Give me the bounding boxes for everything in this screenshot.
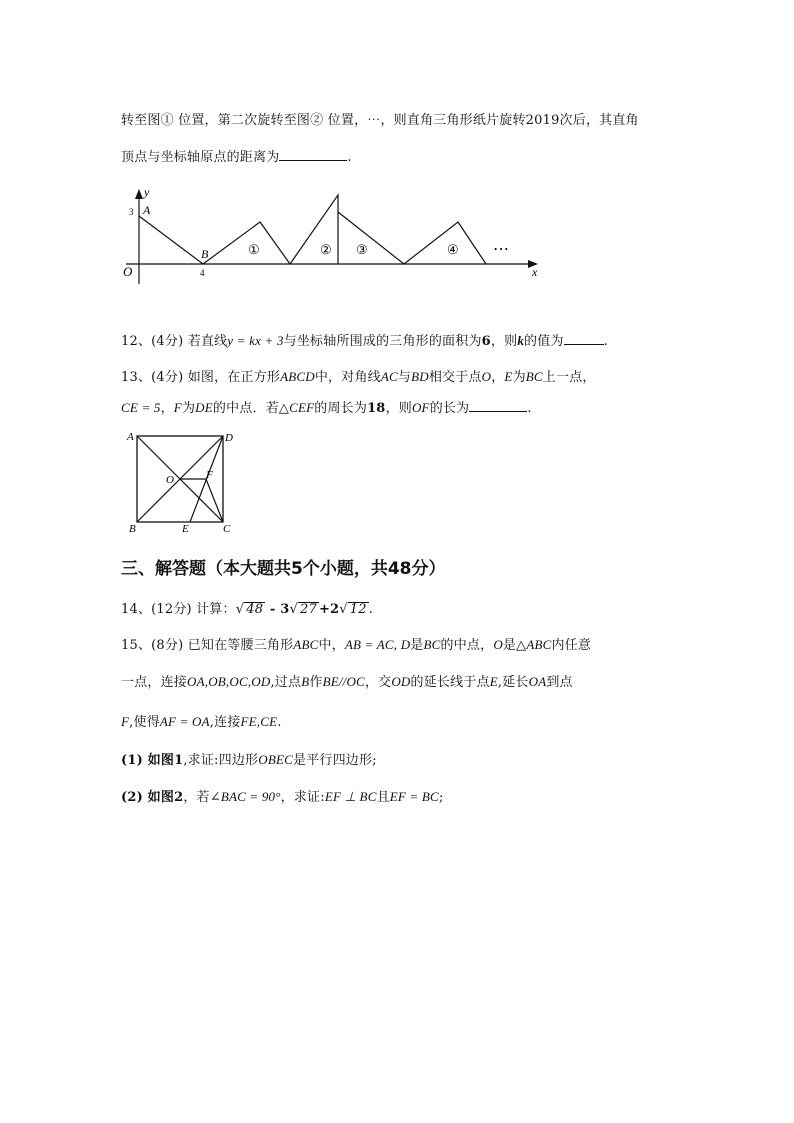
figure-square <box>124 428 244 538</box>
period: . <box>603 334 608 349</box>
label-c: C <box>223 523 231 535</box>
q13-prefix: 13、(4分) 如图，在正方形 <box>121 370 281 385</box>
q13-t6: 上一点， <box>542 370 596 385</box>
q15-t5: 是△ <box>502 638 527 653</box>
q13-t11: ，则 <box>385 401 412 416</box>
q14-line <box>121 598 373 617</box>
q15-part1 <box>121 749 377 768</box>
answer-blank <box>279 148 347 161</box>
q11-line1 <box>121 109 639 128</box>
q13-ac: AC <box>380 369 398 384</box>
q13-of: OF <box>411 400 430 415</box>
q14-op2: +2 <box>318 602 340 617</box>
q13-perimeter: 18 <box>367 401 386 416</box>
q13-cef: CEF <box>289 400 315 415</box>
q15-p2-t2: ，求证: <box>280 790 325 805</box>
q13-t8: 为 <box>181 401 196 416</box>
radical-sign: √ <box>235 602 245 617</box>
q15-p2-fig: 2 <box>174 790 184 805</box>
q15-t9: 作 <box>309 675 323 690</box>
q12-end: 的值为 <box>524 334 564 349</box>
radical-sign: √ <box>289 602 298 617</box>
q13-t7: ， <box>160 401 174 416</box>
q15-t10: ，交 <box>364 675 392 690</box>
q15-beoc: BE//OC <box>322 674 365 689</box>
q11-line2 <box>121 146 352 165</box>
q15-p1-label: (1) 如图 <box>121 753 175 768</box>
segment-fc <box>206 479 223 522</box>
point-b-label: B <box>201 247 209 261</box>
q15-t1: 15、(8分) 已知在等腰三角形 <box>121 638 294 653</box>
answer-blank <box>564 332 604 345</box>
q12-equation: y = kx + 3 <box>227 333 284 348</box>
q15-t14: ,使得 <box>129 715 160 730</box>
q12-mid2: ，则 <box>490 334 518 349</box>
triangle-4 <box>404 222 486 264</box>
q15-p1-t1: ,求证:四边形 <box>183 753 259 768</box>
q13-e: E <box>504 369 513 384</box>
q15-part2 <box>121 786 444 805</box>
q15-t7: 一点，连接 <box>121 675 188 690</box>
sqrt-27: 27 <box>299 602 317 617</box>
q13-bc: BC <box>525 369 543 384</box>
y-axis-arrow <box>135 189 143 199</box>
q15-t8: ,过点 <box>270 675 302 690</box>
q13-t9: 的中点．若△ <box>212 401 290 416</box>
q13-abcd: ABCD <box>280 369 315 384</box>
q13-t12: 的长为 <box>429 401 470 416</box>
q13-o: O <box>481 369 492 384</box>
q15-abac: AB = AC, D <box>344 637 411 652</box>
q11-text2: 顶点与坐标轴原点的距离为 <box>121 150 280 165</box>
label-f: F <box>206 469 213 481</box>
ellipsis: ⋯ <box>493 241 509 258</box>
tick-3-label: 3 <box>129 207 134 217</box>
q13-f: F <box>173 400 182 415</box>
q15-t12: ,延长 <box>497 675 529 690</box>
q15-bc: BC <box>423 637 441 652</box>
q15-line1 <box>121 634 591 653</box>
q14-prefix: 14、(12分) 计算： <box>121 602 236 617</box>
q15-p2-t4: ; <box>438 790 444 805</box>
q12-k: k <box>517 333 525 348</box>
q14-op1: - 3 <box>265 602 290 617</box>
q13-line1 <box>121 366 596 385</box>
circle-3-label: ③ <box>356 242 368 257</box>
q13-t10: 的周长为 <box>314 401 368 416</box>
q15-p1-t2: 是平行四边形; <box>293 753 377 768</box>
q15-oa: OA <box>528 674 547 689</box>
q15-p2-t1: ，若∠ <box>183 790 221 805</box>
triangle-start-hypotenuse <box>139 216 203 264</box>
y-label: y <box>144 186 150 199</box>
triangle-3 <box>338 212 404 264</box>
q15-efeqbc: EF = BC <box>389 789 439 804</box>
q15-o: O <box>493 637 503 652</box>
label-o: O <box>166 474 174 486</box>
sqrt-48: 48 <box>246 602 264 617</box>
q15-abc2: ABC <box>526 637 552 652</box>
q11-text1: 转至图① 位置，第二次旋转至图② 位置，⋯，则直角三角形纸片旋转2019次后，其直角 <box>121 113 639 128</box>
q15-t11: 的延长线于点 <box>410 675 490 690</box>
q13-t5: 为 <box>512 370 526 385</box>
q13-t2: 与 <box>397 370 412 385</box>
q15-p2-t3: 且 <box>376 790 390 805</box>
origin-label: O <box>123 264 133 279</box>
q12-area-value: 6 <box>481 334 491 349</box>
period: . <box>368 602 374 617</box>
q15-t13: 到点 <box>546 675 573 690</box>
q15-efbc: EF ⊥ BC <box>324 789 377 804</box>
q12-prefix: 12、(4分) 若直线 <box>121 334 228 349</box>
q15-segments: OA,OB,OC,OD <box>187 674 271 689</box>
label-b: B <box>129 523 136 535</box>
q13-t4: ， <box>491 370 505 385</box>
q13-t3: 相交于点 <box>428 370 482 385</box>
q15-t3: 是 <box>410 638 424 653</box>
q15-f: F <box>121 714 130 729</box>
q12-mid: 与坐标轴所围成的三角形的面积为 <box>283 334 482 349</box>
q15-t4: 的中点， <box>440 638 494 653</box>
q15-line3 <box>121 711 282 730</box>
figure-rotating-triangles <box>120 186 550 286</box>
q13-ce: CE = 5 <box>121 400 161 415</box>
tick-4-label: 4 <box>200 268 205 278</box>
q15-e: E <box>489 674 498 689</box>
period: . <box>527 401 532 416</box>
x-label: x <box>532 265 538 279</box>
q15-t2: 中， <box>318 638 345 653</box>
q12-line <box>121 330 608 349</box>
q15-t6: 内任意 <box>551 638 592 653</box>
circle-1-label: ① <box>248 242 260 257</box>
q15-abc: ABC <box>293 637 319 652</box>
q15-fece: FE,CE <box>240 714 278 729</box>
answer-blank <box>469 399 527 412</box>
q15-b: B <box>301 674 310 689</box>
q15-bac: BAC = 90° <box>220 789 281 804</box>
q13-t1: 中，对角线 <box>314 370 381 385</box>
radical-sign: √ <box>339 602 348 617</box>
q15-t15: ,连接 <box>209 715 241 730</box>
circle-2-label: ② <box>320 242 332 257</box>
q13-de: DE <box>195 400 213 415</box>
sqrt-12: 12 <box>349 602 367 617</box>
q13-line2 <box>121 397 532 416</box>
period: . <box>347 150 352 165</box>
q13-bd: BD <box>411 369 429 384</box>
q15-od: OD <box>391 674 411 689</box>
q15-p1-fig: 1 <box>174 753 184 768</box>
q15-obec: OBEC <box>258 752 293 767</box>
period: . <box>277 715 282 730</box>
label-a: A <box>127 431 134 443</box>
point-a-label: A <box>143 203 151 217</box>
circle-4-label: ④ <box>447 242 459 257</box>
q15-line2 <box>121 671 573 690</box>
triangle-1 <box>203 222 290 264</box>
section-heading: 三、解答题（本大题共5个小题，共48分） <box>121 559 446 579</box>
label-d: D <box>225 432 233 444</box>
q15-p2-label: (2) 如图 <box>121 790 175 805</box>
label-e: E <box>182 523 189 535</box>
q15-afoa: AF = OA <box>159 714 210 729</box>
